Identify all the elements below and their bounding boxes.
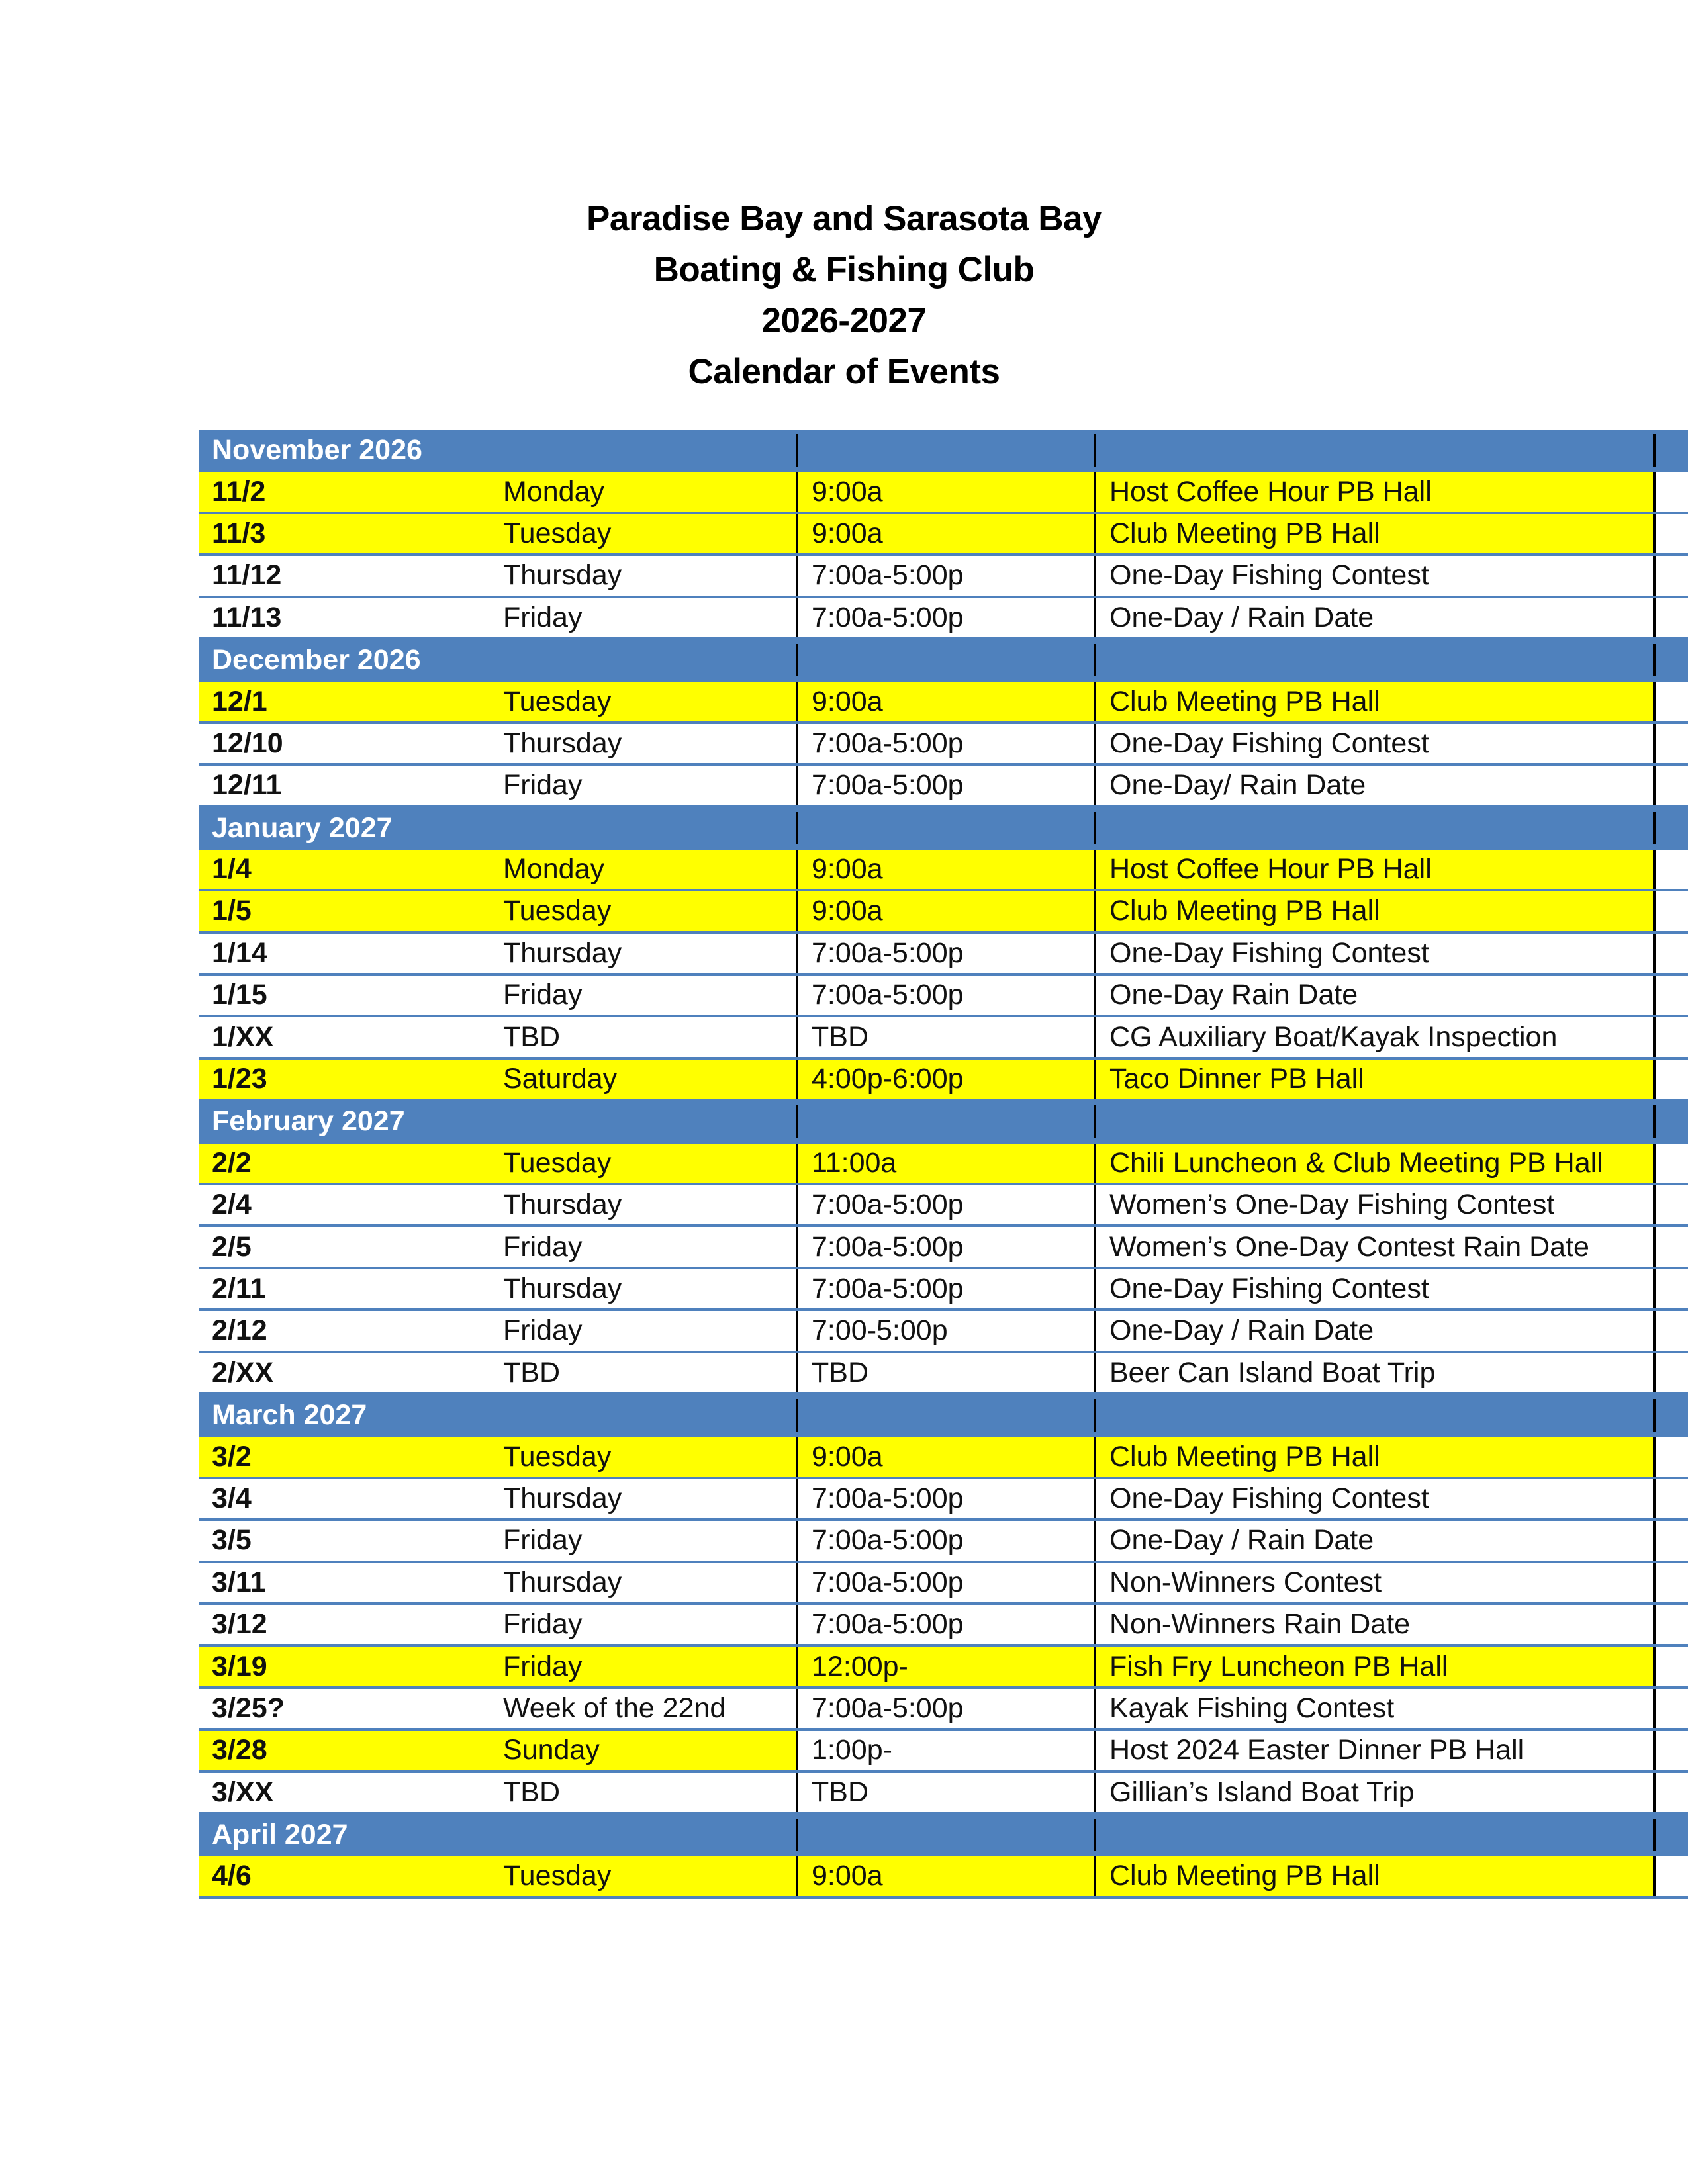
event-description: Women’s One-Day Contest Rain Date: [1094, 1227, 1653, 1266]
event-date: 1/4: [199, 850, 490, 889]
event-time: 7:00a-5:00p: [796, 598, 1094, 637]
event-description: One-Day/ Rain Date: [1094, 766, 1653, 805]
month-header-extra-cell: [1653, 1819, 1688, 1851]
event-row: [199, 1563, 1688, 1605]
event-date: 1/23: [199, 1060, 490, 1099]
event-date: 2/5: [199, 1227, 490, 1266]
event-date: 1/5: [199, 891, 490, 931]
event-time: 1:00p-: [796, 1731, 1094, 1770]
event-description: Beer Can Island Boat Trip: [1094, 1353, 1653, 1392]
event-day: Week of the 22nd: [490, 1689, 796, 1728]
event-description: Fish Fry Luncheon PB Hall: [1094, 1647, 1653, 1686]
event-row: [199, 682, 1688, 723]
month-header-event-cell: [1094, 1105, 1653, 1138]
event-description: One-Day / Rain Date: [1094, 1311, 1653, 1350]
title-line-4: Calendar of Events: [688, 352, 1000, 391]
event-extra-cell: [1653, 1856, 1688, 1895]
event-day: Tuesday: [490, 1856, 796, 1895]
event-description: Non-Winners Contest: [1094, 1563, 1653, 1602]
event-description: One-Day / Rain Date: [1094, 1521, 1653, 1560]
event-time: 7:00-5:00p: [796, 1311, 1094, 1350]
event-description: Non-Winners Rain Date: [1094, 1605, 1653, 1644]
event-time: 7:00a-5:00p: [796, 1479, 1094, 1518]
event-time: 7:00a-5:00p: [796, 1227, 1094, 1266]
event-row: [199, 472, 1688, 514]
month-header-event-cell: [1094, 434, 1653, 467]
event-day: Friday: [490, 1521, 796, 1560]
event-extra-cell: [1653, 724, 1688, 763]
month-label: December 2026: [199, 640, 796, 680]
event-extra-cell: [1653, 1227, 1688, 1266]
event-time: 7:00a-5:00p: [796, 1185, 1094, 1224]
event-row: [199, 556, 1688, 598]
event-row: [199, 1353, 1688, 1395]
event-description: Women’s One-Day Fishing Contest: [1094, 1185, 1653, 1224]
month-header-time-cell: [796, 434, 1094, 467]
event-description: One-Day Fishing Contest: [1094, 556, 1653, 595]
month-label: April 2027: [199, 1815, 796, 1855]
event-row: [199, 724, 1688, 766]
event-description: Club Meeting PB Hall: [1094, 1437, 1653, 1476]
month-header-time-cell: [796, 1105, 1094, 1138]
event-time: 7:00a-5:00p: [796, 724, 1094, 763]
event-day: Friday: [490, 1647, 796, 1686]
event-extra-cell: [1653, 1185, 1688, 1224]
event-date: 3/11: [199, 1563, 490, 1602]
title-line-3: 2026-2027: [761, 301, 927, 340]
event-day: TBD: [490, 1773, 796, 1812]
event-date: 3/XX: [199, 1773, 490, 1812]
month-header-row: [199, 430, 1688, 472]
event-extra-cell: [1653, 1689, 1688, 1728]
event-date: 1/14: [199, 934, 490, 973]
event-day: Friday: [490, 598, 796, 637]
event-extra-cell: [1653, 1731, 1688, 1770]
event-time: 7:00a-5:00p: [796, 1521, 1094, 1560]
event-time: 7:00a-5:00p: [796, 934, 1094, 973]
event-extra-cell: [1653, 1269, 1688, 1308]
event-date: 12/11: [199, 766, 490, 805]
month-label: January 2027: [199, 808, 796, 848]
month-header-row: [199, 808, 1688, 850]
event-day: Friday: [490, 1605, 796, 1644]
event-row: [199, 1437, 1688, 1479]
event-row: [199, 1311, 1688, 1353]
event-day: Thursday: [490, 934, 796, 973]
event-day: Thursday: [490, 724, 796, 763]
event-description: One-Day Fishing Contest: [1094, 1269, 1653, 1308]
month-header-extra-cell: [1653, 812, 1688, 844]
event-description: Taco Dinner PB Hall: [1094, 1060, 1653, 1099]
event-description: One-Day Fishing Contest: [1094, 724, 1653, 763]
event-date: 3/12: [199, 1605, 490, 1644]
event-extra-cell: [1653, 976, 1688, 1015]
event-extra-cell: [1653, 1605, 1688, 1644]
event-time: 7:00a-5:00p: [796, 1605, 1094, 1644]
event-day: Thursday: [490, 556, 796, 595]
event-day: Thursday: [490, 1185, 796, 1224]
event-extra-cell: [1653, 682, 1688, 721]
event-day: Thursday: [490, 1563, 796, 1602]
month-header-event-cell: [1094, 644, 1653, 676]
event-extra-cell: [1653, 1144, 1688, 1183]
event-description: One-Day / Rain Date: [1094, 598, 1653, 637]
event-time: 9:00a: [796, 891, 1094, 931]
event-day: TBD: [490, 1353, 796, 1392]
event-extra-cell: [1653, 1563, 1688, 1602]
event-date: 2/2: [199, 1144, 490, 1183]
event-day: Friday: [490, 1311, 796, 1350]
event-date: 12/1: [199, 682, 490, 721]
event-row: [199, 1479, 1688, 1521]
event-date: 3/25?: [199, 1689, 490, 1728]
event-extra-cell: [1653, 1437, 1688, 1476]
event-row: [199, 514, 1688, 556]
event-row: [199, 1017, 1688, 1059]
event-date: 3/5: [199, 1521, 490, 1560]
event-day: Tuesday: [490, 682, 796, 721]
event-time: TBD: [796, 1773, 1094, 1812]
event-time: 9:00a: [796, 850, 1094, 889]
event-date: 12/10: [199, 724, 490, 763]
event-time: 9:00a: [796, 1437, 1094, 1476]
event-date: 3/2: [199, 1437, 490, 1476]
month-header-extra-cell: [1653, 434, 1688, 467]
event-row: [199, 934, 1688, 976]
event-day: Friday: [490, 976, 796, 1015]
event-extra-cell: [1653, 1773, 1688, 1812]
event-day: Thursday: [490, 1269, 796, 1308]
event-extra-cell: [1653, 850, 1688, 889]
event-row: [199, 1521, 1688, 1563]
event-time: 12:00p-: [796, 1647, 1094, 1686]
event-time: 9:00a: [796, 472, 1094, 511]
event-day: Friday: [490, 1227, 796, 1266]
event-row: [199, 1060, 1688, 1101]
event-time: 7:00a-5:00p: [796, 556, 1094, 595]
title-line-1: Paradise Bay and Sarasota Bay: [586, 199, 1102, 238]
event-date: 1/15: [199, 976, 490, 1015]
event-day: Monday: [490, 850, 796, 889]
calendar-table: [199, 430, 1688, 1899]
event-row: [199, 1773, 1688, 1815]
event-description: Host 2024 Easter Dinner PB Hall: [1094, 1731, 1653, 1770]
event-date: 11/13: [199, 598, 490, 637]
event-row: [199, 1731, 1688, 1772]
event-date: 2/XX: [199, 1353, 490, 1392]
event-extra-cell: [1653, 1647, 1688, 1686]
event-extra-cell: [1653, 1353, 1688, 1392]
event-day: Tuesday: [490, 891, 796, 931]
month-header-row: [199, 1101, 1688, 1143]
event-date: 11/2: [199, 472, 490, 511]
event-description: One-Day Fishing Contest: [1094, 934, 1653, 973]
event-date: 3/4: [199, 1479, 490, 1518]
event-date: 1/XX: [199, 1017, 490, 1056]
event-day: Friday: [490, 766, 796, 805]
event-day: Tuesday: [490, 1144, 796, 1183]
event-description: One-Day Rain Date: [1094, 976, 1653, 1015]
event-description: One-Day Fishing Contest: [1094, 1479, 1653, 1518]
event-day: Thursday: [490, 1479, 796, 1518]
month-header-time-cell: [796, 1819, 1094, 1851]
event-row: [199, 1269, 1688, 1311]
month-header-row: [199, 1815, 1688, 1856]
event-time: 9:00a: [796, 1856, 1094, 1895]
event-extra-cell: [1653, 472, 1688, 511]
event-time: 7:00a-5:00p: [796, 976, 1094, 1015]
event-row: [199, 766, 1688, 807]
event-time: 7:00a-5:00p: [796, 1269, 1094, 1308]
event-extra-cell: [1653, 1017, 1688, 1056]
event-description: CG Auxiliary Boat/Kayak Inspection: [1094, 1017, 1653, 1056]
event-extra-cell: [1653, 1479, 1688, 1518]
month-header-event-cell: [1094, 1819, 1653, 1851]
event-description: Host Coffee Hour PB Hall: [1094, 850, 1653, 889]
event-extra-cell: [1653, 934, 1688, 973]
event-time: 7:00a-5:00p: [796, 766, 1094, 805]
event-description: Club Meeting PB Hall: [1094, 891, 1653, 931]
event-description: Club Meeting PB Hall: [1094, 1856, 1653, 1895]
month-header-time-cell: [796, 1399, 1094, 1432]
event-description: Gillian’s Island Boat Trip: [1094, 1773, 1653, 1812]
event-date: 2/12: [199, 1311, 490, 1350]
month-header-time-cell: [796, 644, 1094, 676]
event-extra-cell: [1653, 556, 1688, 595]
event-time: 11:00a: [796, 1144, 1094, 1183]
event-time: 9:00a: [796, 514, 1094, 553]
event-day: Sunday: [490, 1731, 796, 1770]
month-header-extra-cell: [1653, 1399, 1688, 1432]
event-time: TBD: [796, 1353, 1094, 1392]
month-label: March 2027: [199, 1395, 796, 1435]
event-description: Chili Luncheon & Club Meeting PB Hall: [1094, 1144, 1653, 1183]
event-time: 4:00p-6:00p: [796, 1060, 1094, 1099]
month-header-time-cell: [796, 812, 1094, 844]
event-date: 2/4: [199, 1185, 490, 1224]
event-time: 7:00a-5:00p: [796, 1689, 1094, 1728]
event-description: Host Coffee Hour PB Hall: [1094, 472, 1653, 511]
event-day: Tuesday: [490, 514, 796, 553]
event-day: Saturday: [490, 1060, 796, 1099]
event-date: 11/12: [199, 556, 490, 595]
event-extra-cell: [1653, 514, 1688, 553]
event-extra-cell: [1653, 1521, 1688, 1560]
event-row: [199, 1689, 1688, 1731]
month-header-extra-cell: [1653, 1105, 1688, 1138]
month-header-event-cell: [1094, 812, 1653, 844]
event-time: 7:00a-5:00p: [796, 1563, 1094, 1602]
event-row: [199, 1605, 1688, 1647]
event-time: 9:00a: [796, 682, 1094, 721]
event-row: [199, 850, 1688, 891]
event-row: [199, 1647, 1688, 1688]
event-time: TBD: [796, 1017, 1094, 1056]
event-description: Kayak Fishing Contest: [1094, 1689, 1653, 1728]
event-extra-cell: [1653, 1060, 1688, 1099]
event-extra-cell: [1653, 598, 1688, 637]
month-header-row: [199, 640, 1688, 682]
event-row: [199, 976, 1688, 1017]
month-label: February 2027: [199, 1101, 796, 1142]
event-date: 3/28: [199, 1731, 490, 1770]
event-date: 11/3: [199, 514, 490, 553]
event-date: 3/19: [199, 1647, 490, 1686]
event-day: Tuesday: [490, 1437, 796, 1476]
event-extra-cell: [1653, 766, 1688, 805]
event-row: [199, 1185, 1688, 1227]
event-day: Monday: [490, 472, 796, 511]
event-extra-cell: [1653, 1311, 1688, 1350]
event-description: Club Meeting PB Hall: [1094, 682, 1653, 721]
event-description: Club Meeting PB Hall: [1094, 514, 1653, 553]
event-row: [199, 891, 1688, 933]
event-row: [199, 1227, 1688, 1269]
event-date: 2/11: [199, 1269, 490, 1308]
event-row: [199, 1144, 1688, 1185]
event-row: [199, 598, 1688, 640]
event-row: [199, 1856, 1688, 1898]
title-line-2: Boating & Fishing Club: [653, 250, 1035, 289]
event-day: TBD: [490, 1017, 796, 1056]
month-header-row: [199, 1395, 1688, 1437]
month-label: November 2026: [199, 430, 796, 471]
month-header-extra-cell: [1653, 644, 1688, 676]
month-header-event-cell: [1094, 1399, 1653, 1432]
event-extra-cell: [1653, 891, 1688, 931]
event-date: 4/6: [199, 1856, 490, 1895]
